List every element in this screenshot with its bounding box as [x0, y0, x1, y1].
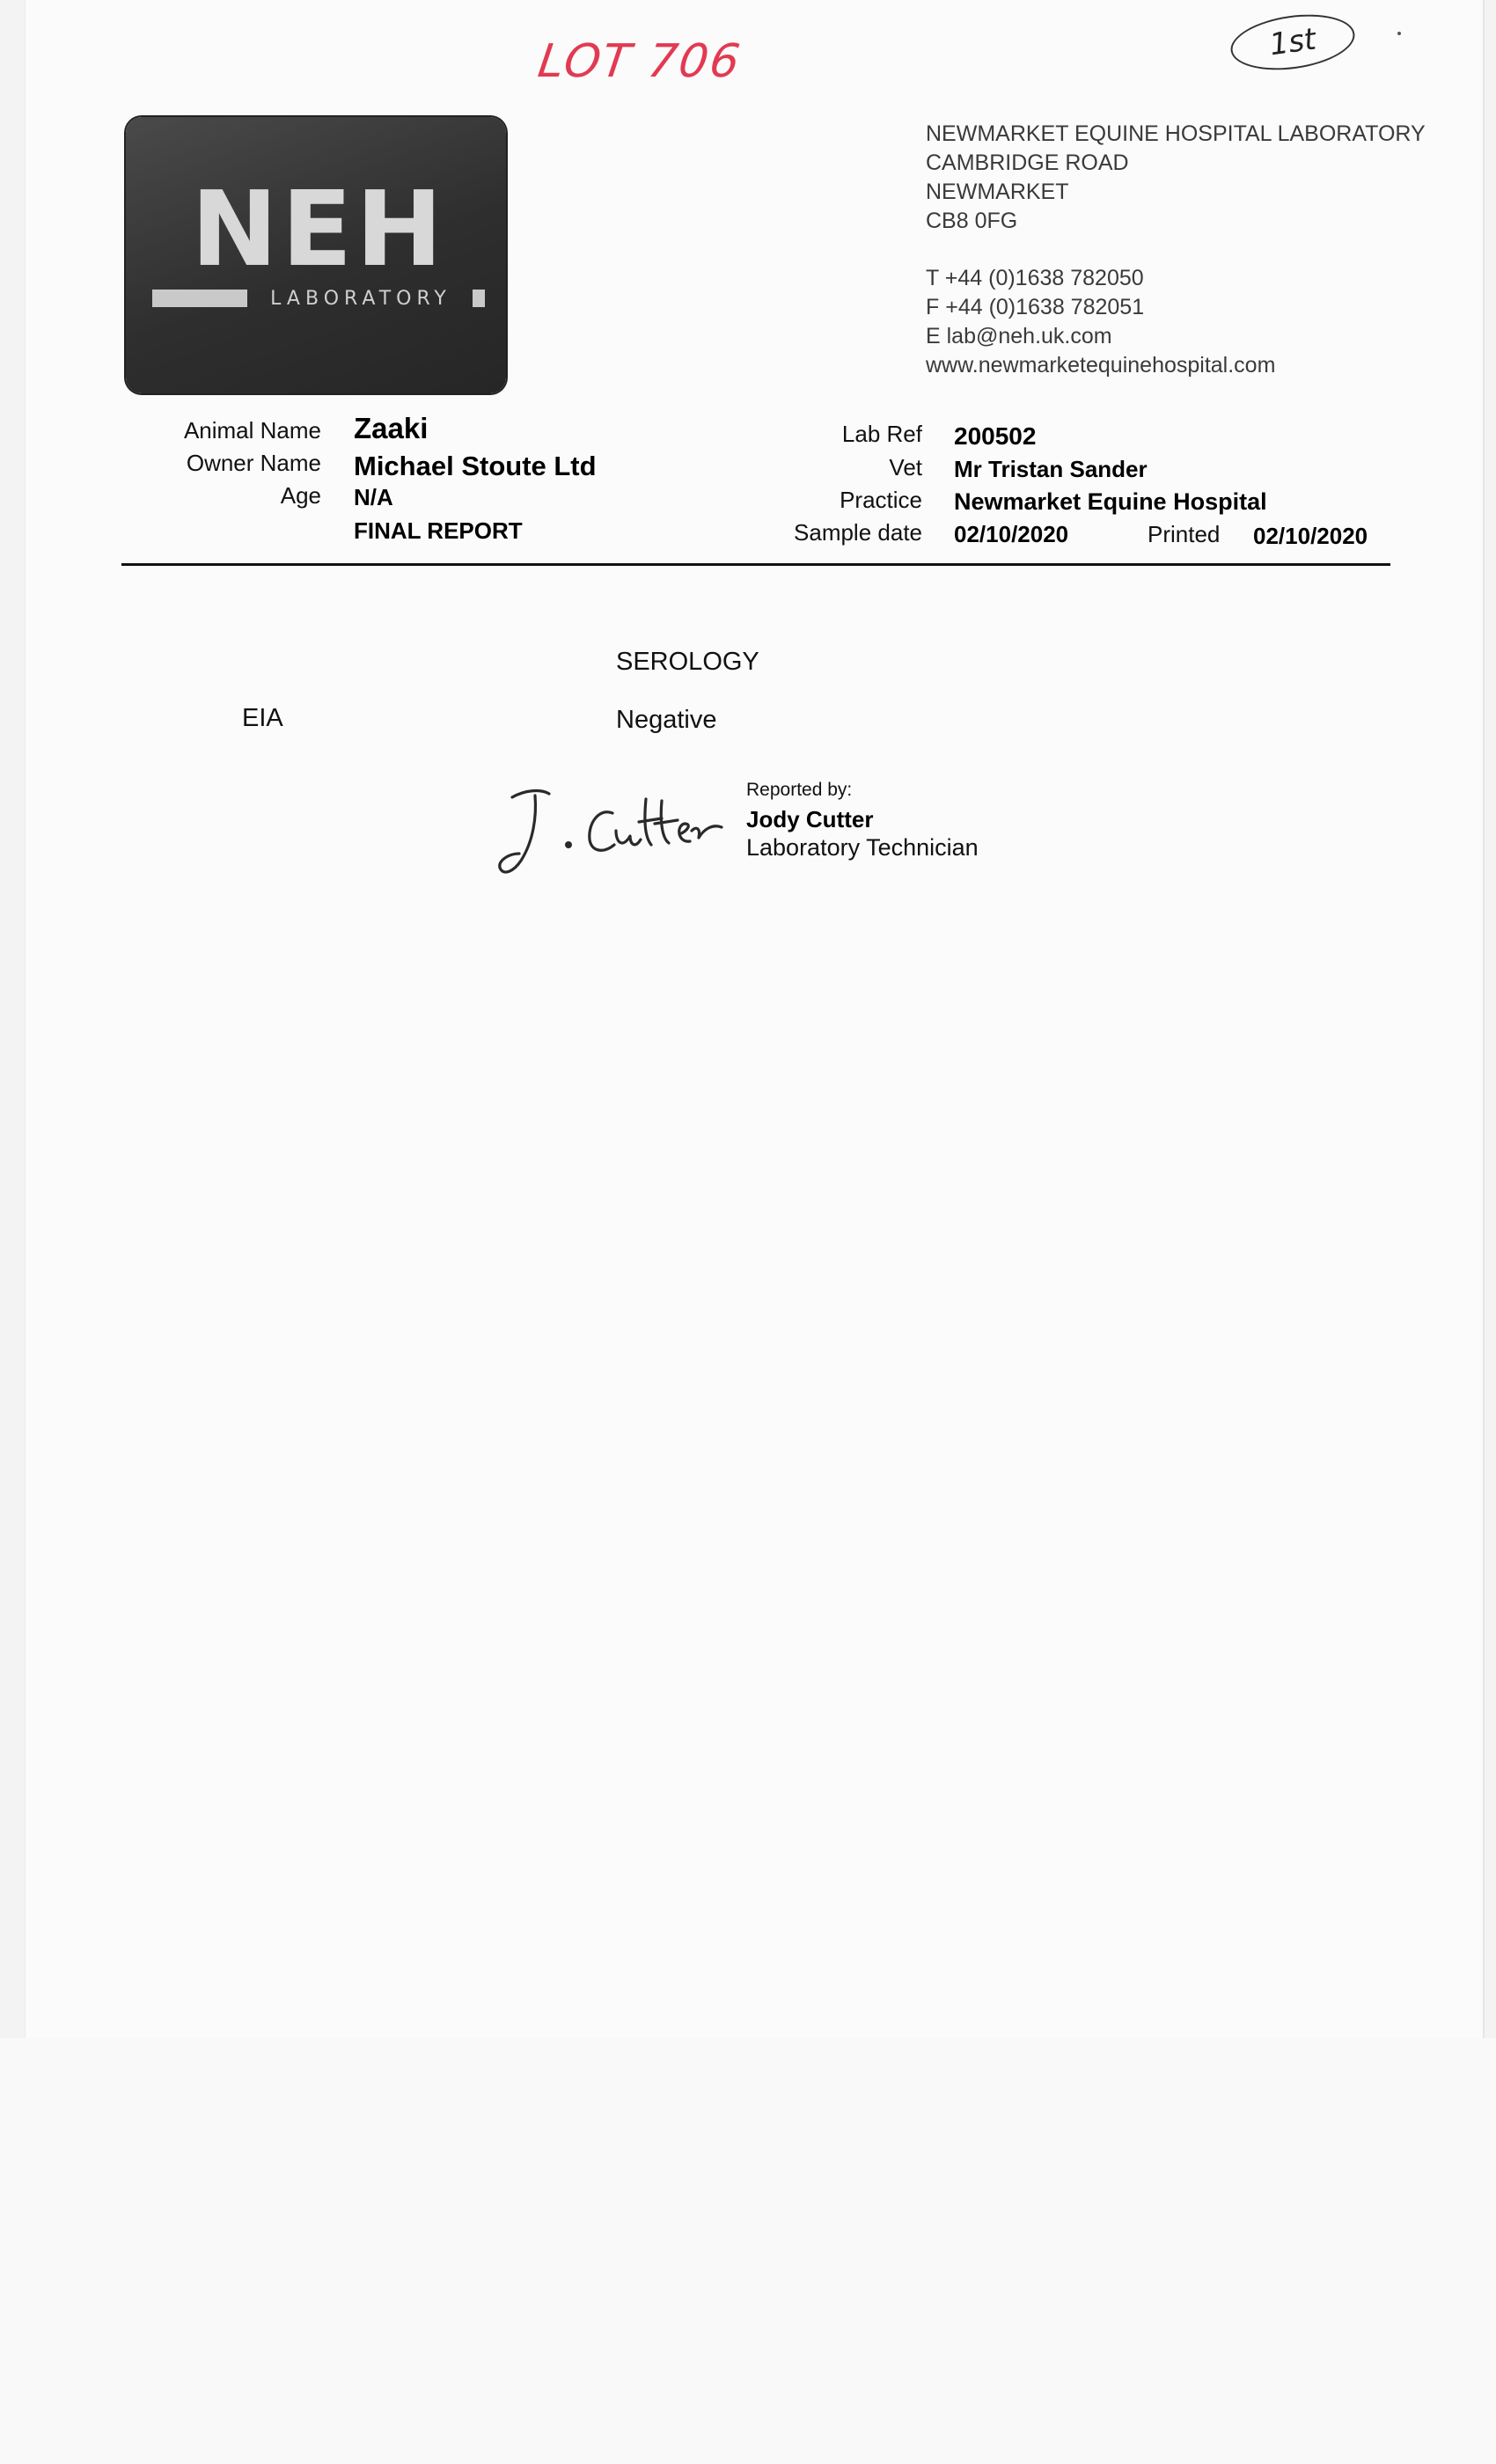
reporter-role: Laboratory Technician — [746, 834, 979, 861]
lab-ref-value: 200502 — [954, 422, 1037, 450]
animal-name-label: Animal Name — [183, 417, 321, 444]
logo-bar-left — [152, 290, 247, 307]
address-line-2: CAMBRIDGE ROAD — [926, 150, 1129, 175]
reported-by-label: Reported by: — [746, 780, 853, 800]
address-postcode: CB8 0FG — [926, 209, 1018, 233]
address-phone: T +44 (0)1638 782050 — [926, 266, 1144, 290]
address-website: www.newmarketequinehospital.com — [926, 353, 1276, 378]
sample-date-value: 02/10/2020 — [954, 521, 1069, 547]
logo-subtitle: LABORATORY — [270, 288, 451, 310]
handwritten-signature — [482, 773, 729, 887]
address-line-1: NEWMARKET EQUINE HOSPITAL LABORATORY — [926, 121, 1426, 146]
practice-label: Practice — [840, 487, 922, 513]
owner-name-label: Owner Name — [186, 450, 321, 476]
test-result: Negative — [616, 706, 717, 734]
age-label: Age — [280, 482, 321, 509]
animal-name-value: Zaaki — [354, 412, 429, 444]
reporter-name: Jody Cutter — [746, 806, 874, 832]
circled-annotation-text: 1st — [1267, 21, 1318, 63]
vet-label: Vet — [889, 454, 922, 480]
owner-name-value: Michael Stoute Ltd — [354, 451, 597, 481]
section-heading: SEROLOGY — [616, 648, 759, 676]
vet-value: Mr Tristan Sander — [954, 456, 1148, 482]
header-divider — [121, 563, 1390, 566]
printed-date-value: 02/10/2020 — [1253, 523, 1368, 549]
report-status: FINAL REPORT — [354, 517, 523, 544]
practice-value: Newmarket Equine Hospital — [954, 488, 1267, 515]
printed-label: Printed — [1148, 521, 1221, 547]
logo-letters: NEH — [190, 168, 447, 290]
address-line-3: NEWMARKET — [926, 180, 1069, 204]
lot-number-annotation: LOT 706 — [534, 35, 745, 88]
address-email: E lab@neh.uk.com — [926, 324, 1112, 348]
sample-date-label: Sample date — [794, 519, 922, 546]
neh-laboratory-logo — [126, 117, 506, 393]
lab-ref-label: Lab Ref — [841, 421, 922, 447]
age-value: N/A — [354, 484, 393, 510]
scan-margin — [0, 2038, 1496, 2464]
logo-bar-right — [473, 290, 485, 307]
scan-dot — [1397, 32, 1401, 35]
test-name: EIA — [242, 704, 283, 732]
address-fax: F +44 (0)1638 782051 — [926, 295, 1145, 319]
